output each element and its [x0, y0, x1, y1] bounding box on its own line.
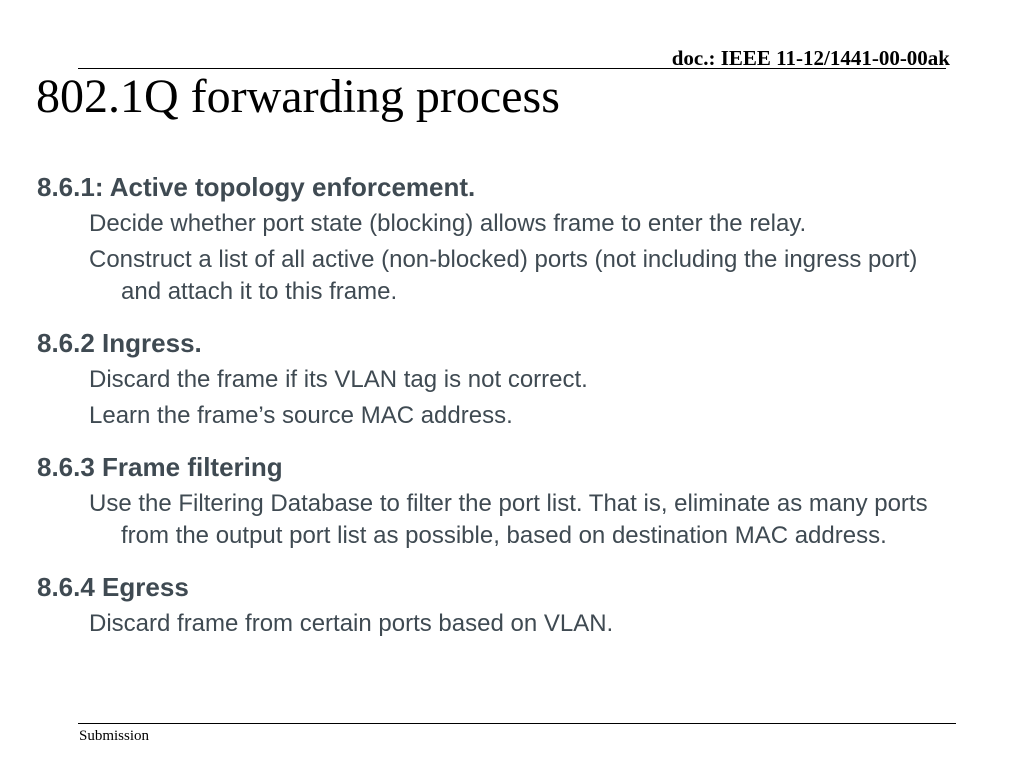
bullet-item: Discard the frame if its VLAN tag is not correct. — [89, 366, 588, 393]
bullet-list — [37, 364, 957, 432]
bullet-list — [37, 608, 957, 640]
slide-body — [37, 170, 957, 640]
section-heading: 8.6.3 Frame filtering — [37, 452, 283, 482]
bullet-item: Construct a list of all active (non-blocked) ports (not including the ingress port) and attach it to this frame. — [89, 246, 918, 305]
section-ingress — [37, 326, 957, 432]
slide-title: 802.1Q forwarding process — [36, 70, 560, 123]
document-id: doc.: IEEE 11-12/1441-00-00ak — [671, 46, 950, 70]
bullet-list — [37, 488, 957, 552]
bullet-list — [37, 208, 957, 308]
bullet-item: Learn the frame’s source MAC address. — [89, 402, 513, 429]
section-egress — [37, 570, 957, 640]
bullet-item: Discard frame from certain ports based on VLAN. — [89, 610, 614, 637]
section-heading: 8.6.4 Egress — [37, 572, 189, 602]
section-frame-filtering — [37, 450, 957, 552]
bullet-item: Decide whether port state (blocking) allows frame to enter the relay. — [89, 210, 807, 237]
section-active-topology — [37, 170, 957, 308]
footer-submission: Submission — [79, 728, 150, 744]
section-heading: 8.6.2 Ingress. — [37, 328, 202, 358]
footer-rule — [78, 723, 956, 724]
section-heading: 8.6.1: Active topology enforcement. — [37, 172, 476, 202]
bullet-item: Use the Filtering Database to filter the port list. That is, eliminate as many ports from the output port list as possible, based on destination MAC address. — [89, 490, 928, 549]
